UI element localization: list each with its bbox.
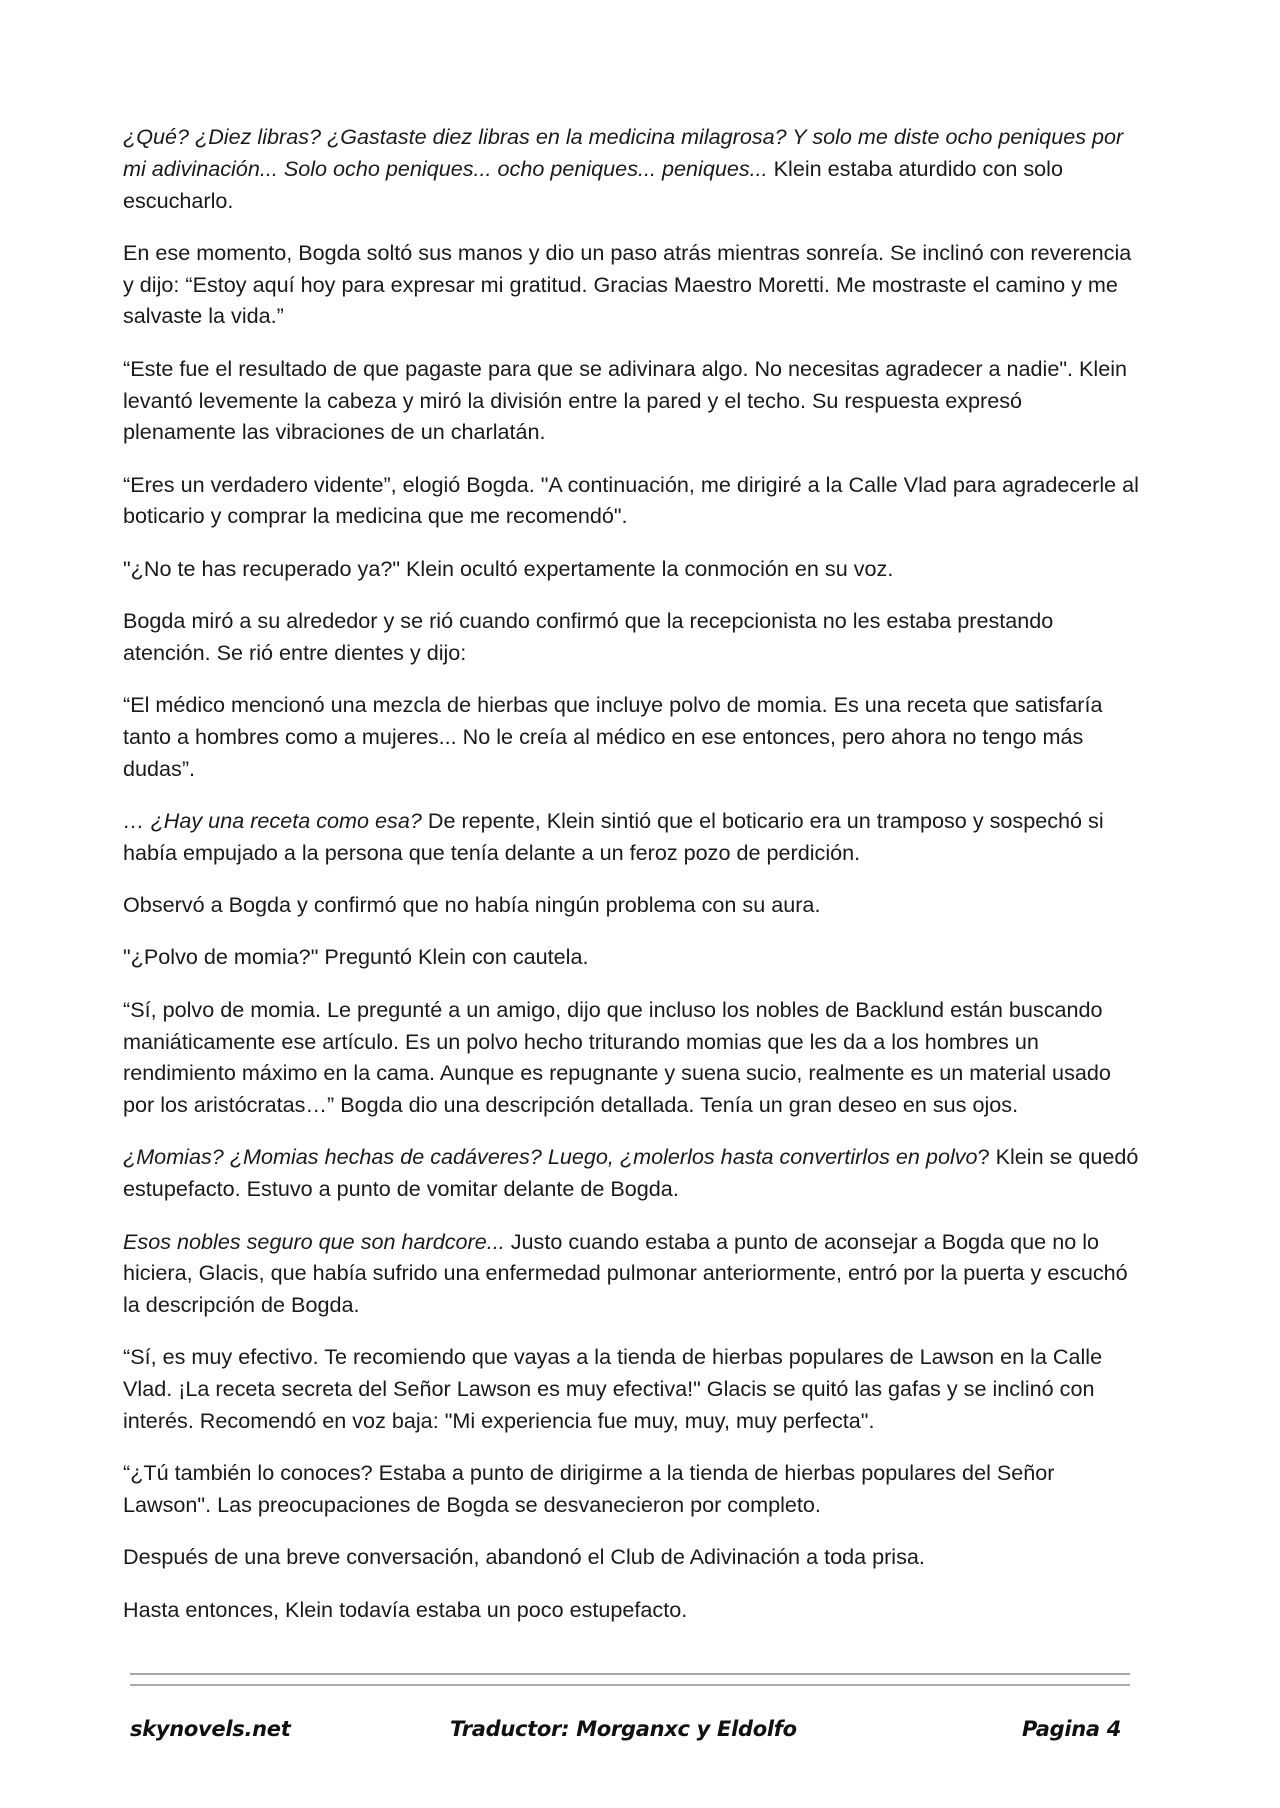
text-run: Justo cuando estaba a punto de aconsejar a Bogda que no lo hiciera, Glacis, que había sufrido una enfermedad pulmonar anteriormente, entró por la puerta y escuchó la descripción de Bogda. <box>123 1228 1128 1318</box>
italic-text-run: ¿Qué? ¿Diez libras? ¿Gastaste diez libras en la medicina milagrosa? Y solo me diste ocho peniques por mi adivinación... Solo ocho peniques... ocho peniques... peniques... <box>123 124 1124 181</box>
text-run: “Este fue el resultado de que pagaste para que se adivinara algo. No necesitas agradecer a nadie". Klein levantó levemente la cabeza y miró la división entre la pared y el techo. Su respuesta expresó plenamente las vibraciones de un charlatán. <box>123 355 1128 445</box>
text-run: "¿No te has recuperado ya?" Klein ocultó expertamente la conmoción en su voz. <box>123 555 894 581</box>
footer-page-number: Pagina 4 <box>1022 1717 1122 1741</box>
text-run: “Sí, es muy efectivo. Te recomiendo que vayas a la tienda de hierbas populares de Lawson en la Calle Vlad. ¡La receta secreta del Señor Lawson es muy efectiva!" Glacis se quitó las gafas y se inclinó con interés. Recomendó en voz baja: "Mi experiencia fue muy, muy, muy perfecta". <box>123 1344 1103 1433</box>
paragraph <box>123 605 1139 669</box>
text-run: Observó a Bogda y confirmó que no había ningún problema con su aura. <box>123 892 821 918</box>
text-run: ? Klein se quedó estupefacto. Estuvo a punto de vomitar delante de Bogda. <box>123 1144 1139 1202</box>
paragraph <box>123 353 1139 448</box>
text-run: “Sí, polvo de momia. Le pregunté a un amigo, dijo que incluso los nobles de Backlund están buscando maniáticamente ese artículo. Es un polvo hecho triturando momias que les da a los hombres un rendimiento máximo en la cama. Aunque es repugnante y suena sucio, realmente es un material usado por los aristócratas…” Bogda dio una descripción detallada. Tenía un gran deseo en sus ojos. <box>123 996 1111 1118</box>
italic-text-run: ¿Momias? ¿Momias hechas de cadáveres? Luego, ¿molerlos hasta convertirlos en polvo <box>123 1144 978 1170</box>
paragraph <box>123 994 1139 1121</box>
paragraph <box>123 237 1139 332</box>
paragraph <box>123 469 1139 533</box>
paragraph <box>123 1141 1139 1205</box>
paragraph <box>123 121 1139 216</box>
text-run: Klein estaba aturdido con solo escucharlo. <box>123 155 1063 213</box>
text-run: "¿Polvo de momia?" Preguntó Klein con cautela. <box>123 944 589 970</box>
paragraph <box>123 805 1139 869</box>
text-run: En ese momento, Bogda soltó sus manos y dio un paso atrás mientras sonreía. Se inclinó con reverencia y dijo: “Estoy aquí hoy para expresar mi gratitud. Gracias Maestro Moretti. Me mostraste el camino y me salvaste la vida.” <box>123 239 1132 329</box>
text-run: “El médico mencionó una mezcla de hierbas que incluye polvo de momia. Es una receta que satisfaría tanto a hombres como a mujeres... No le creía al médico en ese entonces, pero ahora no tengo más dudas”. <box>123 692 1103 781</box>
paragraph <box>123 889 1139 921</box>
text-run: Hasta entonces, Klein todavía estaba un poco estupefacto. <box>123 1596 688 1622</box>
paragraph <box>123 553 1139 585</box>
footer-divider-top <box>130 1673 1130 1675</box>
paragraph <box>123 689 1139 784</box>
italic-text-run: … ¿Hay una receta como esa? <box>123 808 422 834</box>
paragraph <box>123 941 1139 973</box>
italic-text-run: Esos nobles seguro que son hardcore... <box>123 1228 505 1254</box>
text-run: De repente, Klein sintió que el boticario era un tramposo y sospechó si había empujado a la persona que tenía delante a un feroz pozo de perdición. <box>123 808 1104 865</box>
body-text <box>123 121 1139 1646</box>
footer-translator: Traductor: Morganxc y Eldolfo <box>450 1717 797 1741</box>
paragraph <box>123 1457 1139 1521</box>
footer-divider-bottom <box>130 1684 1130 1686</box>
text-run: Bogda miró a su alrededor y se rió cuando confirmó que la recepcionista no les estaba prestando atención. Se rió entre dientes y dijo: <box>123 608 1054 665</box>
footer-site: skynovels.net <box>130 1717 291 1741</box>
paragraph <box>123 1541 1139 1573</box>
text-run: “Eres un verdadero vidente”, elogió Bogda. "A continuación, me dirigiré a la Calle Vlad para agradecerle al boticario y comprar la medicina que me recomendó". <box>123 471 1139 529</box>
text-run: Después de una breve conversación, abandonó el Club de Adivinación a toda prisa. <box>123 1544 925 1570</box>
paragraph <box>123 1341 1139 1436</box>
paragraph <box>123 1226 1139 1321</box>
text-run: “¿Tú también lo conoces? Estaba a punto de dirigirme a la tienda de hierbas populares del Señor Lawson". Las preocupaciones de Bogda se desvanecieron por completo. <box>123 1460 1055 1518</box>
paragraph <box>123 1594 1139 1626</box>
